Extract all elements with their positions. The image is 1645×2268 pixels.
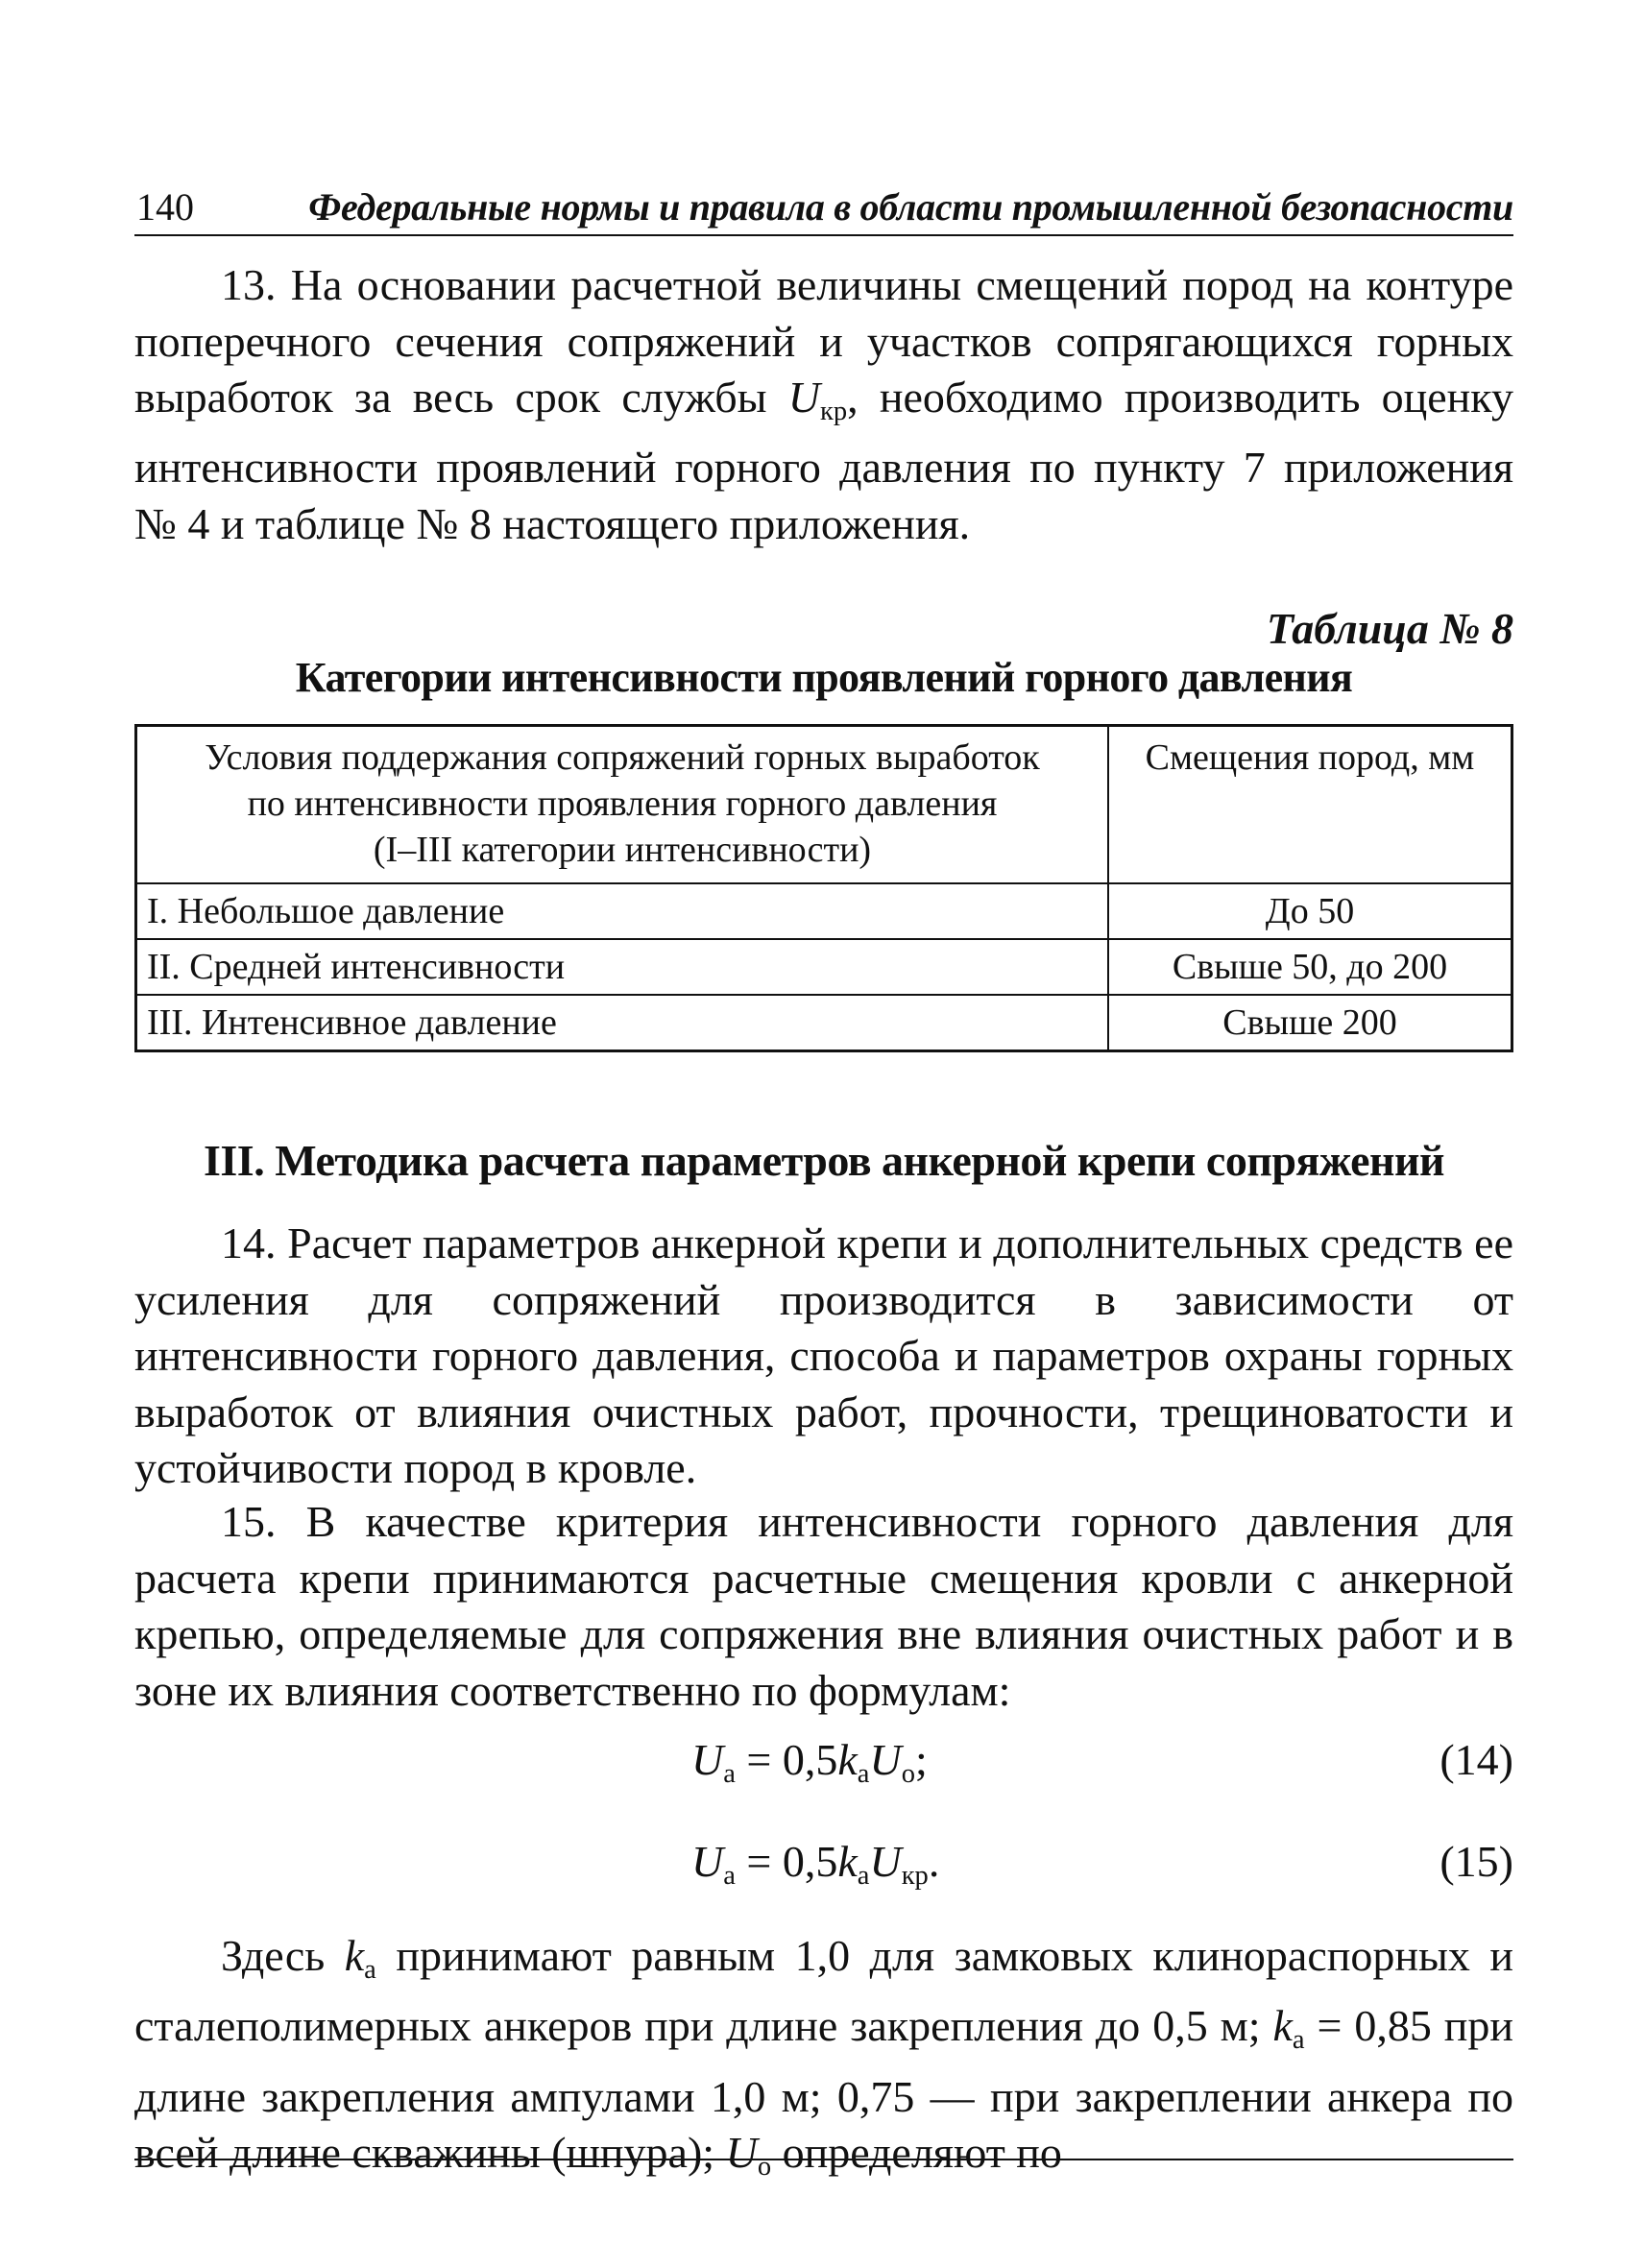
section-title: III. Методика расчета параметров анкерной крепи сопряжений — [204, 1136, 1444, 1185]
document-page — [134, 0, 1513, 2268]
paragraph-13: 13. На основании расчетной величины смещений пород на контуре поперечного сечения сопряжений и участков сопрягающихся горных выработок за весь срок службы $U_{кр}$, необходимо производить оценку интенсивности проявлений горного давления по пункту 7 приложения № 4 и таблице № 8 настоящего приложения. — [134, 260, 1513, 548]
page-header — [134, 181, 1513, 236]
formula-number: (14) — [1439, 1735, 1513, 1784]
intensity-table — [134, 724, 1513, 1052]
paragraph-coefficients: Здесь $k_а$ принимают равным 1,0 для замковых клинораспорных и сталеполимерных анкеров при длине закрепления до 0,5 м; $k_а = 0,85$ при длине закрепления ампулами 1,0 м; 0,75 — при закреплении анкера по всей длине скважины (шпура); $U_о$ определяют по — [134, 1931, 1514, 2183]
bottom-rule — [134, 2159, 1513, 2160]
table-row — [136, 995, 1512, 1051]
table-row — [136, 883, 1512, 939]
table-title: Категории интенсивности проявлений горного давления — [295, 654, 1353, 701]
row-condition: III. Интенсивное давление — [136, 995, 1109, 1051]
page-number: 140 — [136, 185, 194, 229]
row-condition: II. Средней интенсивности — [136, 939, 1109, 995]
running-title: Федеральные нормы и правила в области промышленной безопасности — [308, 185, 1513, 229]
formula-14: $U_а = 0,5k_аU_о$; (14) — [691, 1735, 1513, 1789]
row-displacement: Свыше 50, до 200 — [1108, 939, 1512, 995]
table-label: Таблица № 8 — [1266, 604, 1513, 653]
header-conditions: Условия поддержания сопряжений горных выработок по интенсивности проявления горного давления (I–III категории интенсивности) — [136, 726, 1109, 884]
row-displacement: Свыше 200 — [1108, 995, 1512, 1051]
paragraph-14: 14. Расчет параметров анкерной крепи и дополнительных средств ее усиления для сопряжений производится в зависимости от интенсивности горного давления, способа и параметров охраны горных выработок от влияния очистных работ, прочности, трещиноватости и устойчивости пород в кровле. — [134, 1218, 1513, 1492]
row-condition: I. Небольшое давление — [136, 883, 1109, 939]
header-displacement: Смещения пород, мм — [1108, 726, 1512, 884]
formula-number: (15) — [1439, 1837, 1513, 1886]
formula-15: $U_а = 0,5k_аU_{кр}$. (15) — [691, 1837, 1513, 1891]
paragraph-15: 15. В качестве критерия интенсивности горного давления для расчета крепи принимаются расчетные смещения кровли с анкерной крепью, определяемые для сопряжения вне влияния очистных работ и в зоне их влияния соответственно по формулам: — [134, 1497, 1513, 1715]
table-row — [136, 939, 1512, 995]
table-header-row — [136, 726, 1512, 884]
row-displacement: До 50 — [1108, 883, 1512, 939]
